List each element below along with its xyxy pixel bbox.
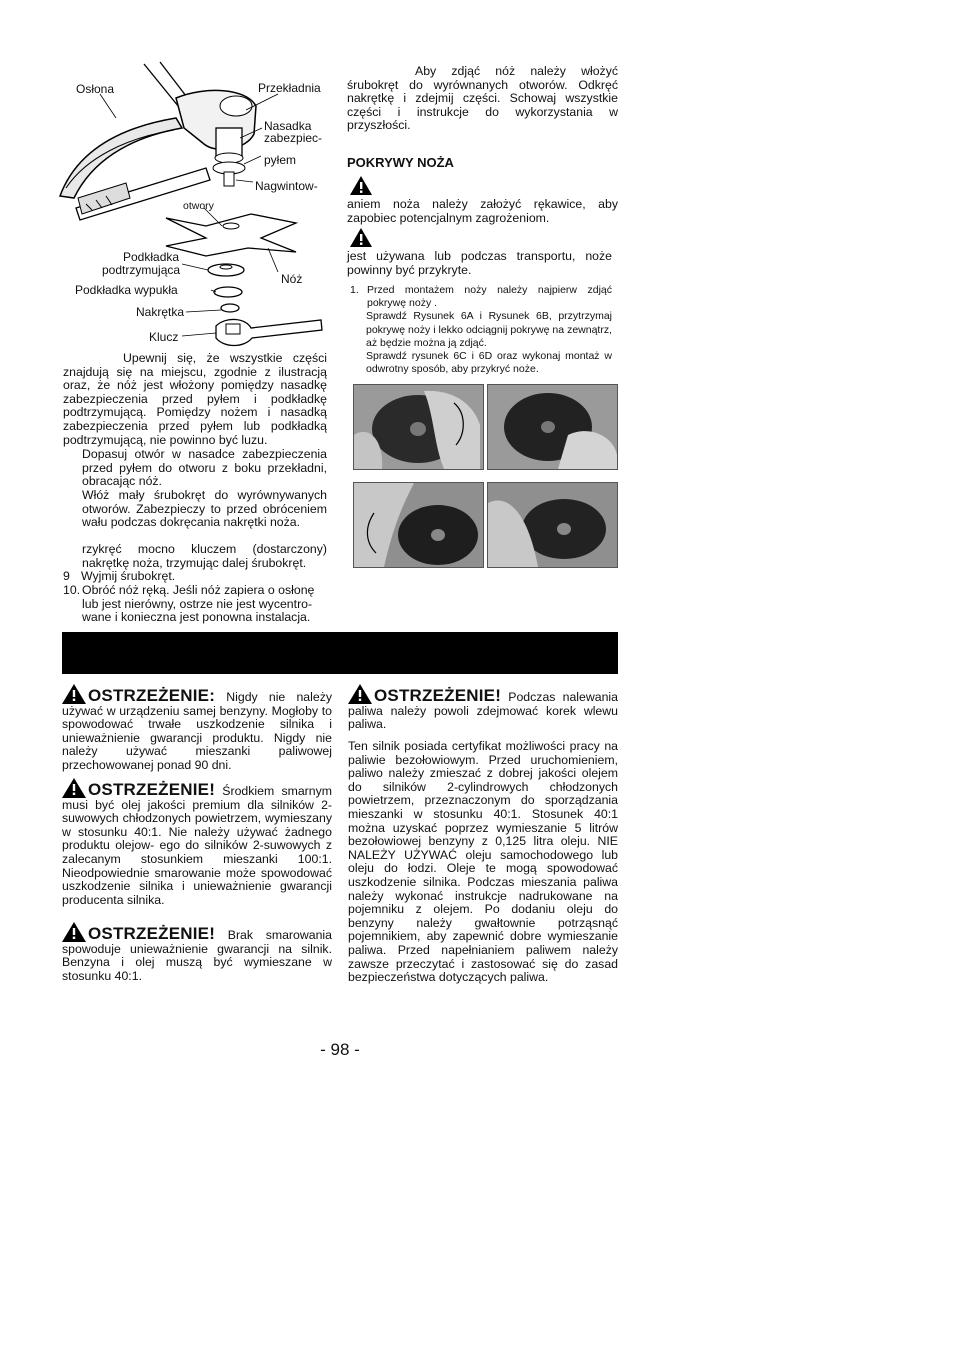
warning-oil-quality (62, 778, 332, 907)
label-podkladka-1: Podkładka (123, 250, 180, 264)
step-9-text: Wyjmij śrubokręt. (81, 569, 176, 583)
warning-icon (62, 922, 86, 942)
figure-6d-photo (487, 482, 618, 568)
fuel-mixing-paragraph: Ten silnik posiada certyfikat możliwości pracy na paliwie bezołowiowym. Przed uruchomieniem, paliwo należy zmieszać z dobrej jakości olejem do silników 2-cylindrowych chłodzonych powietrzem, przeznaczonym do sporządzania mieszanki w stosunku 40:1. Stosunek 40:1 można uzyskać poprzez wymieszanie 5 litrów bezołowiowej benzyny z 0,125 litra oleju. NIE NALEŻY UŻYWAĆ oleju samochodowego lub oleju do łodzi. Oleje te mogą spowodować uszkodzenie silnika. Podczas mieszania paliwa należy wykonać instrukcje nadrukowane na pojemniku z olejem. Po dodaniu oleju do benzyny należy gwałtownie potrząsnąć pojemnikiem, aby zapewnić dobre wymieszanie paliwa. Przed napełnianiem paliwem należy zawsze przeczytać i zastosować się do zasad bezpieczeństwa dotyczących paliwa. (348, 739, 618, 985)
section-banner (62, 632, 618, 674)
cover-steps (350, 284, 612, 376)
label-nakretka: Nakrętka (136, 305, 185, 319)
section-title-pokrywy: POKRYWY NOŻA (347, 155, 454, 170)
cover-step-1-number: 1. (350, 284, 359, 296)
label-nasadka-3: pyłem (264, 153, 297, 167)
step-9-number: 9 (63, 569, 70, 583)
transport-warning-text: jest używana lub podczas transportu, noże powinny być przykryte. (347, 249, 612, 277)
cover-step-1-detail: Sprawdź Rysunek 6A i Rysunek 6B, przytrzymaj pokrywę noży i lekko odciągnij pokrywę na zewnątrz, aż będzie można ją zdjąć. (366, 310, 612, 349)
label-nagwintow: Nagwintow- (255, 179, 318, 193)
intro-paragraph: Upewnij się, że wszystkie części znajdują się na miejscu, zgodnie z ilustracją oraz, że nóż jest włożony pomiędzy nasadkę zabezpieczenia przed pyłem i podkładkę podtrzymującą. Pomiędzy nożem i nasadką zabezpieczenia przed pyłem lub podkładką podtrzymującą, nie powinno być luzu. (63, 351, 327, 447)
cover-step-1-text: Przed montażem noży należy najpierw zdjąć pokrywę noży . (367, 284, 612, 310)
remove-blade-paragraph: Aby zdjąć nóż należy włożyć śrubokręt do wyrównanych otworów. Odkręć nakrętkę i zdejmij części. Schowaj wszystkie części i instrukcje do wykorzystania w przyszłości. (347, 64, 618, 133)
cover-step-1-reverse: Sprawdź rysunek 6C i 6D oraz wykonaj montaż w odwrotny sposób, aby przykryć noże. (366, 350, 612, 376)
step-9 (63, 570, 327, 584)
step-10-text: Obróć nóż ręką. Jeśli nóż zapiera o osłonę lub jest nierówny, ostrze nie jest wycentro-wane i konieczna jest ponowna instalacja. (82, 583, 315, 625)
warning-heading: OSTRZEŻENIE: (88, 686, 216, 705)
label-oslona: Osłona (76, 82, 115, 96)
gloves-warning-text: aniem noża należy założyć rękawice, aby zapobiec potencjalnym zagrożeniom. (347, 197, 618, 225)
warning-icon (62, 778, 86, 798)
warning-icon (349, 175, 373, 196)
label-nasadka-1: Nasadka (264, 119, 312, 133)
warning-body: musi być olej jakości premium dla silników 2-suwowych chłodzonych powietrzem, wymieszany w stosunku 40:1. Nie należy używać żadnego produktu olejow- ego do silników 2-suwowych z zalecanym stosunkiem mieszanki 100:1. Nieodpowiednie smarowanie może spowodować uszkodzenie silnika i unieważnienie gwarancji producenta silnika. (62, 797, 332, 907)
warning-heading: OSTRZEŻENIE! (88, 780, 216, 799)
label-klucz: Klucz (149, 330, 179, 344)
warning-body: używać w urządzeniu samej benzyny. Mogłoby to spowodować trwałe uszkodzenie silnika i unieważnienie gwarancji produktu. Nigdy nie należy używać mieszanki paliwowej przechowowanej ponad 90 dni. (62, 703, 332, 772)
warning-lubrication (62, 922, 332, 983)
page-number: - 98 - (320, 1040, 360, 1059)
step-10-number: 10. (63, 583, 81, 597)
step-c: rzykręć mocno kluczem (dostarczony) nakrętkę noża, trzymując dalej śrubokręt. (82, 542, 327, 570)
warning-fuel-cap (348, 684, 618, 732)
warning-heading: OSTRZEŻENIE! (374, 686, 502, 705)
label-podkladka-wypukla: Podkładka wypukła (75, 283, 178, 297)
label-otwory: otwory (183, 200, 214, 212)
cover-step-1 (350, 284, 612, 310)
warning-body: spowoduje unieważnienie gwarancji na silnik. Benzyna i olej muszą być wymieszane w stosunku 40:1. (62, 941, 332, 983)
warning-lead: Brak smarowania (227, 928, 332, 942)
figure-6c-photo (353, 482, 484, 568)
step-a: Dopasuj otwór w nasadce zabezpieczenia przed pyłem do otworu z boku przekładni, obracając nóż. (82, 447, 327, 489)
warning-icon (348, 684, 372, 704)
label-nasadka-2: zabezpiec- (264, 131, 323, 145)
warning-icon (349, 227, 373, 248)
label-podkladka-2: podtrzymująca (102, 263, 181, 277)
figure-6b-photo (487, 384, 618, 470)
warning-lead: Podczas nalewania (508, 690, 618, 704)
warning-no-pure-gasoline (62, 684, 332, 773)
step-b: Włóż mały śrubokręt do wyrównywanych otworów. Zabezpieczy to przed obróceniem wału podczas dokręcania nakrętki noża. (82, 488, 327, 530)
label-noz: Nóż (281, 272, 303, 286)
label-przekladnia: Przekładnia (258, 81, 321, 95)
figure-6a-photo (353, 384, 484, 470)
warning-icon (62, 684, 86, 704)
warning-lead: Nigdy nie należy (226, 690, 332, 704)
warning-heading: OSTRZEŻENIE! (88, 924, 216, 943)
warning-body: paliwa należy powoli zdejmować korek wlewu paliwa. (348, 703, 618, 732)
step-10 (63, 584, 327, 625)
warning-lead: Środkiem smarnym (222, 784, 332, 798)
